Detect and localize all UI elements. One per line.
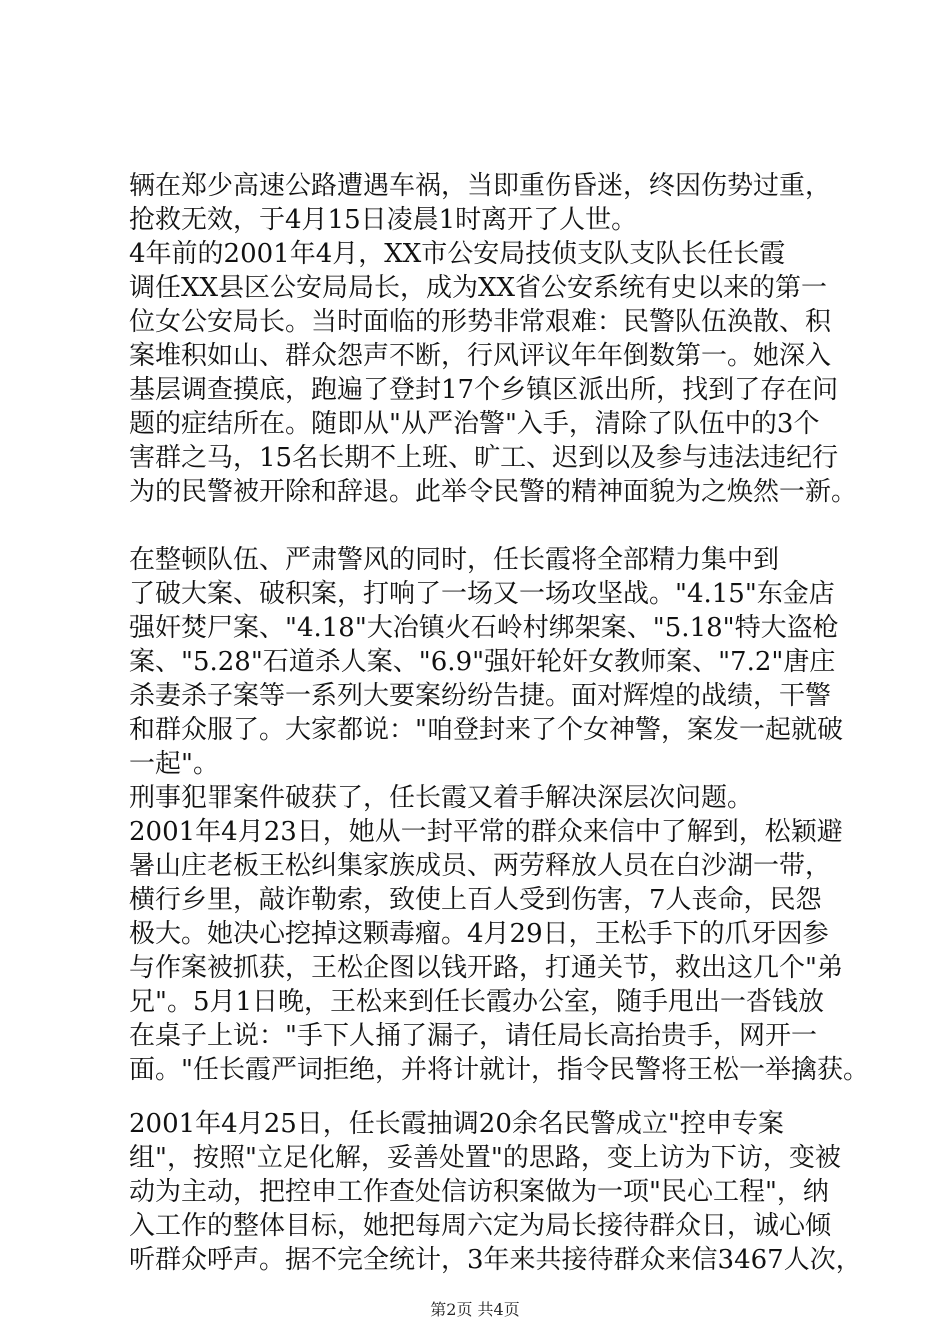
text-line: 极大。她决心挖掉这颗毒瘤。4月29日，王松手下的爪牙因参 [129,919,829,949]
text-line: 听群众呼声。据不完全统计，3年来共接待群众来信3467人次， [129,1245,862,1275]
text-line: 基层调查摸底，跑遍了登封17个乡镇区派出所，找到了存在问 [129,375,839,405]
text-line: 为的民警被开除和辞退。此举令民警的精神面貌为之焕然一新。 [129,477,858,507]
page-number-footer: 第2页 共4页 [430,1300,520,1319]
text-line: 害群之马，15名长期不上班、旷工、迟到以及参与违法违纪行 [129,443,839,473]
text-line: 了破大案、破积案，打响了一场又一场攻坚战。"4.15"东金店 [129,579,835,609]
text-line: 和群众服了。大家都说："咱登封来了个女神警，案发一起就破 [129,715,843,745]
text-line: 在整顿队伍、严肃警风的同时，任长霞将全部精力集中到 [129,545,780,575]
text-line: 组"，按照"立足化解，妥善处置"的思路，变上访为下访，变被 [129,1143,841,1173]
text-line: 一起"。 [129,749,219,779]
text-line: 题的症结所在。随即从"从严治警"入手，清除了队伍中的3个 [129,409,820,439]
text-line: 与作案被抓获，王松企图以钱开路，打通关节，救出这几个"弟 [129,953,843,983]
text-line: 兄"。5月1日晚，王松来到任长霞办公室，随手甩出一沓钱放 [129,987,825,1017]
text-line: 横行乡里，敲诈勒索，致使上百人受到伤害，7人丧命，民怨 [129,885,822,915]
text-line: 案、"5.28"石道杀人案、"6.9"强奸轮奸女教师案、"7.2"唐庄 [129,647,836,677]
text-line: 2001年4月25日，任长霞抽调20余名民警成立"控申专案 [129,1109,784,1139]
text-line: 强奸焚尸案、"4.18"大冶镇火石岭村绑架案、"5.18"特大盗枪 [129,613,839,643]
text-line: 案堆积如山、群众怨声不断，行风评议年年倒数第一。她深入 [129,341,832,371]
text-line: 杀妻杀子案等一系列大要案纷纷告捷。面对辉煌的战绩，干警 [129,681,832,711]
text-line: 面。"任长霞严词拒绝，并将计就计，指令民警将王松一举擒获。 [129,1055,869,1085]
text-line: 刑事犯罪案件破获了，任长霞又着手解决深层次问题。 [129,783,754,813]
text-line: 抢救无效，于4月15日凌晨1时离开了人世。 [129,205,638,235]
text-line: 4年前的2001年4月，XX市公安局技侦支队支队长任长霞 [129,239,786,269]
text-line: 调任XX县区公安局局长，成为XX省公安系统有史以来的第一 [129,273,828,303]
text-line: 暑山庄老板王松纠集家族成员、两劳释放人员在白沙湖一带， [129,851,832,881]
text-line: 位女公安局长。当时面临的形势非常艰难：民警队伍涣散、积 [129,307,832,337]
text-line: 动为主动，把控申工作查处信访积案做为一项"民心工程"，纳 [129,1177,829,1207]
text-line: 入工作的整体目标，她把每周六定为局长接待群众日，诚心倾 [129,1211,832,1241]
text-line: 2001年4月23日，她从一封平常的群众来信中了解到，松颖避 [129,817,843,847]
text-line: 辆在郑少高速公路遭遇车祸，当即重伤昏迷，终因伤势过重， [129,171,832,201]
text-line: 在桌子上说："手下人捅了漏子，请任局长高抬贵手，网开一 [129,1021,817,1051]
